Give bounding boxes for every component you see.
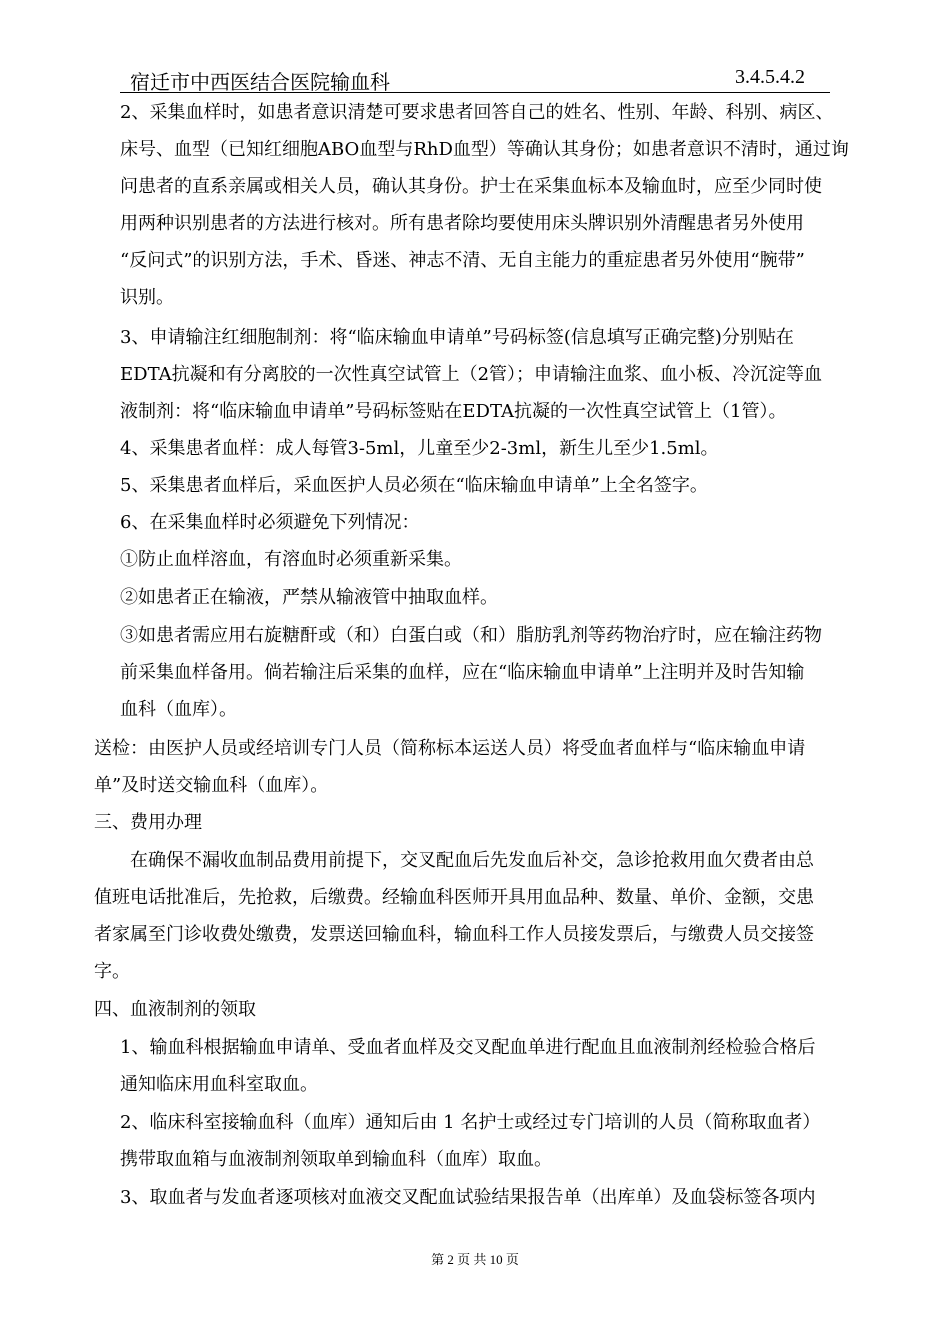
- page-footer: 第 2 页 共 10 页: [431, 1252, 519, 1267]
- text-line: 通知临床用血科室取血。: [120, 1074, 318, 1095]
- text-line: 3、申请输注红细胞制剂：将“临床输血申请单”号码标签(信息填写正确完整)分别贴在: [120, 327, 794, 348]
- text-line: 6、在采集血样时必须避免下列情况：: [120, 512, 420, 533]
- text-line: 值班电话批准后，先抢救，后缴费。经输血科医师开具用血品种、数量、单价、金额，交患: [94, 887, 814, 908]
- text-line: 用两种识别患者的方法进行核对。所有患者除均要使用床头牌识别外清醒患者另外使用: [120, 213, 804, 234]
- text-line: ②如患者正在输液，严禁从输液管中抽取血样。: [120, 587, 498, 608]
- text-line: 前采集血样备用。倘若输注后采集的血样，应在“临床输血申请单”上注明并及时告知输: [120, 662, 805, 683]
- text-line: 3、取血者与发血者逐项核对血液交叉配血试验结果报告单（出库单）及血袋标签各项内: [120, 1187, 816, 1208]
- text-line: 血科（血库）。: [120, 699, 237, 720]
- header-title: 宿迁市中西医结合医院输血科: [130, 70, 390, 94]
- text-line: 问患者的直系亲属或相关人员，确认其身份。护士在采集血标本及输血时，应至少同时使: [120, 176, 822, 197]
- text-line: ③如患者需应用右旋糖酐或（和）白蛋白或（和）脂肪乳剂等药物治疗时，应在输注药物: [120, 625, 822, 646]
- text-line: 液制剂：将“临床输血申请单”号码标签贴在EDTA抗凝的一次性真空试管上（1管）。: [120, 401, 787, 422]
- text-line: “反问式”的识别方法，手术、昏迷、神志不清、无自主能力的重症患者另外使用“腕带”: [120, 250, 805, 271]
- section-heading: 三、费用办理: [94, 812, 202, 833]
- text-line: EDTA抗凝和有分离胶的一次性真空试管上（2管）；申请输注血浆、血小板、冷沉淀等血: [120, 364, 823, 385]
- section-heading: 四、血液制剂的领取: [94, 999, 256, 1020]
- text-line: 送检：由医护人员或经培训专门人员（简称标本运送人员）将受血者血样与“临床输血申请: [94, 738, 806, 759]
- text-line: 2、采集血样时，如患者意识清楚可要求患者回答自己的姓名、性别、年龄、科别、病区、: [120, 102, 834, 123]
- text-line: 5、采集患者血样后，采血医护人员必须在“临床输血申请单”上全名签字。: [120, 475, 708, 496]
- text-line: 字。: [94, 961, 130, 982]
- text-line: 识别。: [120, 287, 174, 308]
- page-header: [120, 60, 830, 93]
- text-line: 4、采集患者血样：成人每管3-5ml，儿童至少2-3ml，新生儿至少1.5ml。: [120, 438, 719, 459]
- text-line: 者家属至门诊收费处缴费，发票送回输血科，输血科工作人员接发票后，与缴费人员交接签: [94, 924, 814, 945]
- text-line: 单”及时送交输血科（血库）。: [94, 775, 329, 796]
- document-code: 3.4.5.4.2: [735, 66, 805, 88]
- text-line: 携带取血箱与血液制剂领取单到输血科（血库）取血。: [120, 1149, 552, 1170]
- text-line: 在确保不漏收血制品费用前提下，交叉配血后先发血后补交，急诊抢救用血欠费者由总: [130, 850, 814, 871]
- text-line: 床号、血型（已知红细胞ABO血型与RhD血型）等确认其身份；如患者意识不清时，通过询: [120, 139, 849, 160]
- text-line: 2、临床科室接输血科（血库）通知后由 1 名护士或经过专门培训的人员（简称取血者）: [120, 1112, 821, 1133]
- text-line: 1、输血科根据输血申请单、受血者血样及交叉配血单进行配血且血液制剂经检验合格后: [120, 1037, 816, 1058]
- text-line: ①防止血样溶血，有溶血时必须重新采集。: [120, 549, 462, 570]
